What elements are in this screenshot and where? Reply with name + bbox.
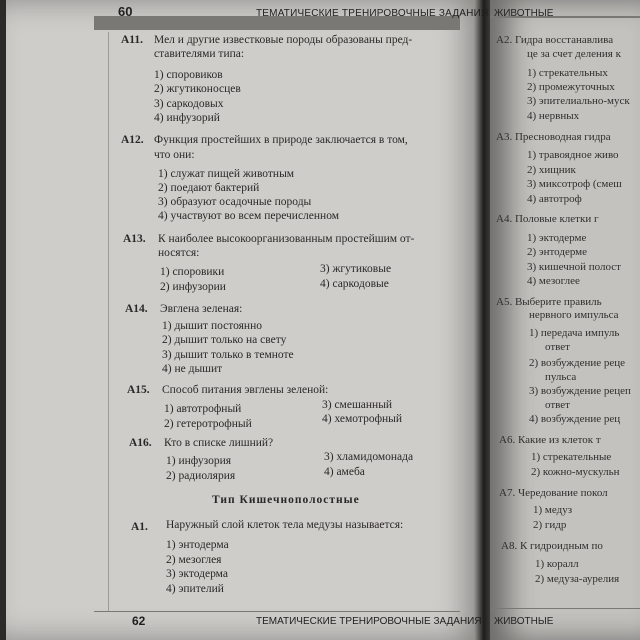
answer-option: 3) дышит только в темноте (162, 349, 294, 361)
right-page-line: це за счет деления к (527, 48, 621, 60)
question-text: Мел и другие известковые породы образованы пред- (154, 34, 413, 46)
book-gutter (474, 0, 490, 640)
answer-option: 4) хемотрофный (322, 413, 403, 425)
answer-option: 3) жгутиковые (320, 263, 392, 275)
question-text: Функция простейших в природе заключается в том, (154, 134, 408, 146)
answer-option: 3) хламидомонада (324, 451, 414, 463)
right-page-line: 2) кожно-мускульн (531, 466, 620, 478)
answer-option: 3) саркодовых (154, 98, 224, 110)
right-page-line: A3. Пресноводная гидра (496, 131, 611, 143)
right-page-line: 1) передача импуль (529, 327, 620, 339)
question-text: ставителями типа: (154, 48, 245, 60)
right-page-line: 4) нервных (527, 110, 580, 122)
right-footer-title: ЖИВОТНЫЕ (494, 616, 554, 627)
right-page-line: 1) травоядное живо (527, 149, 619, 161)
answer-option: 4) инфузорий (154, 112, 220, 124)
right-page-line: 3) эпителиально-муск (527, 95, 630, 107)
right-page-line: 4) мезоглее (527, 275, 580, 287)
right-running-title: ЖИВОТНЫЕ (494, 8, 554, 19)
right-page-line: A2. Гидра восстанавлива (496, 34, 614, 46)
answer-option: 4) амеба (324, 466, 365, 478)
answer-option: 4) участвуют во всем перечисленном (158, 210, 340, 222)
question-text: что они: (154, 149, 195, 161)
question-number: A11. (121, 34, 144, 46)
right-page-line: 2) хищник (527, 164, 576, 176)
page-number: 60 (118, 4, 133, 19)
footer-page-number: 62 (132, 614, 146, 628)
right-page-line: A8. К гидроидным по (501, 540, 603, 552)
right-page-line: 1) эктодерме (527, 232, 587, 244)
right-page-line: 1) стрекательные (531, 451, 612, 463)
right-page-line: 2) промежуточных (527, 81, 615, 93)
right-page-line: 1) стрекательных (527, 67, 608, 79)
answer-option: 4) эпителий (166, 583, 224, 595)
right-page-line: нервного импульса (529, 309, 619, 321)
right-page-line: пульса (545, 371, 577, 383)
right-page-line: A7. Чередование покол (499, 487, 608, 499)
question-text: Эвглена зеленая: (160, 303, 243, 315)
footer-rule (94, 611, 460, 612)
answer-option: 2) мезоглея (166, 554, 222, 566)
margin-rule (108, 32, 109, 612)
answer-option: 1) споровики (160, 266, 225, 278)
answer-option: 2) радиолярия (166, 470, 236, 482)
right-page-line: 2) энтодерме (527, 246, 588, 258)
right-footer-rule (490, 608, 640, 609)
answer-option: 1) дышит постоянно (162, 320, 262, 332)
question-number: A12. (121, 134, 144, 146)
right-page-line: 3) возбуждение рецеп (529, 385, 631, 397)
right-page-line: 2) медуза-аурелия (535, 573, 620, 585)
right-page-line: ответ (545, 341, 570, 353)
answer-option: 2) жгутиконосцев (154, 83, 241, 95)
answer-option: 2) инфузории (160, 281, 226, 293)
right-page-line: A4. Половые клетки г (496, 213, 599, 225)
section-title: Тип Кишечнополостные (212, 494, 360, 506)
right-page-line: ответ (545, 399, 570, 411)
answer-option: 2) дышит только на свету (162, 334, 287, 346)
question-text: Наружный слой клеток тела медузы называется: (166, 519, 404, 531)
right-page-line: 3) миксотроф (смеш (527, 178, 622, 190)
footer-title: ТЕМАТИЧЕСКИЕ ТРЕНИРОВОЧНЫЕ ЗАДАНИЯ (256, 616, 482, 627)
question-number: A14. (125, 303, 148, 315)
question-number: A1. (131, 521, 148, 533)
answer-option: 1) автотрофный (164, 403, 242, 415)
question-number: A13. (123, 233, 146, 245)
right-page-line: 1) коралл (535, 558, 579, 570)
right-page-line: A5. Выберите правиль (496, 296, 602, 308)
answer-option: 1) инфузория (166, 455, 232, 467)
running-title: ТЕМАТИЧЕСКИЕ ТРЕНИРОВОЧНЫЕ ЗАДАНИЯ (256, 8, 489, 19)
answer-option: 4) не дышит (162, 363, 223, 375)
right-page-line: 3) кишечной полост (527, 261, 621, 273)
answer-option: 2) гетеротрофный (164, 418, 252, 430)
answer-option: 3) смешанный (322, 399, 393, 411)
right-page-line: A6. Какие из клеток т (499, 434, 601, 446)
right-page-line: 4) автотроф (527, 193, 582, 205)
question-number: A16. (129, 437, 152, 449)
answer-option: 1) энтодерма (166, 539, 229, 551)
question-text: носятся: (158, 247, 200, 259)
answer-option: 3) образуют осадочные породы (158, 196, 312, 208)
right-page-line: 2) возбуждение реце (529, 357, 626, 369)
answer-option: 1) споровиков (154, 69, 223, 81)
question-text: Кто в списке лишний? (164, 437, 274, 449)
question-text: Способ питания эвглены зеленой: (162, 384, 329, 396)
question-number: A15. (127, 384, 150, 396)
right-page-line: 1) медуз (533, 504, 573, 516)
right-page-line: 2) гидр (533, 519, 567, 531)
answer-option: 3) эктодерма (166, 568, 228, 580)
answer-option: 2) поедают бактерий (158, 182, 260, 194)
question-text: К наиболее высокоорганизованным простейшим от- (158, 233, 415, 245)
answer-option: 4) саркодовые (320, 278, 389, 290)
answer-option: 1) служат пищей животным (158, 168, 295, 180)
right-page-line: 4) возбуждение рец (529, 413, 621, 425)
